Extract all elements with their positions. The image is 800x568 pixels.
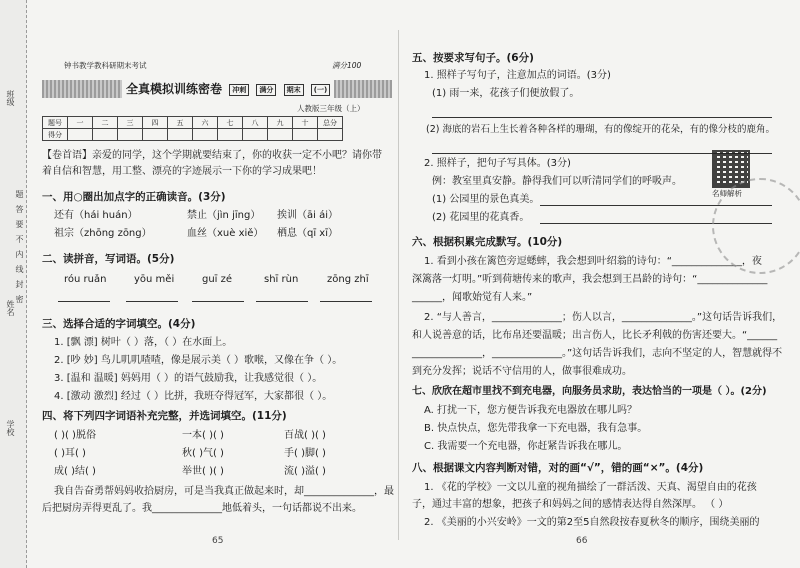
q7-option[interactable]: A. 打扰一下，您方便告诉我充电器放在哪儿吗？ <box>424 405 638 416</box>
score-cell: 总分 <box>318 117 343 129</box>
q6-line[interactable]: 2. “与人善言，______________；伤人以言，______________。”这句话告诉我们， <box>424 312 783 323</box>
score-table <box>42 116 343 141</box>
q2-answer-line[interactable] <box>192 300 244 302</box>
q6-line[interactable]: ______，闻歌始觉有人来。” <box>412 292 533 303</box>
q1-item[interactable]: 祖宗（zhōng zōng） <box>54 228 152 239</box>
binding-margin <box>0 0 27 568</box>
title-badge: 冲刺 <box>229 84 249 96</box>
q3-item[interactable]: 1. [飘 漂] 树叶（ ）落，（ ）在水面上。 <box>54 337 233 348</box>
score-input[interactable] <box>318 129 343 141</box>
series-label: 钟书教学教科研期末考试 <box>64 61 147 70</box>
q6-line[interactable]: 1. 看到小孩在篱笆旁逗蟋蟀，我会想到叶绍翁的诗句：“______________，夜 <box>424 256 762 267</box>
margin-tag: 题 <box>15 190 24 198</box>
q8-line: 2. 《美丽的小兴安岭》一文的第2至5自然段按春夏秋冬的顺序，围绕美丽的 <box>424 517 760 528</box>
score-input[interactable] <box>293 129 318 141</box>
title-badge: 期末 <box>284 84 304 96</box>
margin-tag: 不 <box>15 235 24 243</box>
score-input[interactable] <box>218 129 243 141</box>
q5-sub2: 2. 照样子，把句子写具体。(3分) <box>424 158 571 169</box>
margin-tag: 内 <box>15 250 24 258</box>
q1-item[interactable]: 禁止（jìn jīng） <box>187 210 261 221</box>
margin-tag: 封 <box>15 280 24 288</box>
q4-word[interactable]: 秋( )气( ) <box>182 448 224 459</box>
q5-title: 五、按要求写句子。(6分) <box>412 52 534 64</box>
q2-answer-line[interactable] <box>320 300 372 302</box>
q2-pinyin: shī rùn <box>264 274 299 285</box>
q2-pinyin: zōng zhī <box>327 274 369 285</box>
q5-item: (2) 花园里的花真香。 <box>432 212 530 223</box>
grade-label: 人教版三年级（上） <box>297 104 365 113</box>
score-cell: 一 <box>68 117 93 129</box>
q6-title: 六、根据积累完成默写。(10分) <box>412 236 563 248</box>
q2-pinyin: róu ruǎn <box>64 274 107 285</box>
q3-item[interactable]: 4. [激动 激烈] 经过（ ）比拼，我班夺得冠军，大家都很（ ）。 <box>54 391 333 402</box>
total-score-label: 满分100 <box>332 61 362 70</box>
q4-word[interactable]: 成( )结( ) <box>54 466 96 477</box>
exam-title <box>122 80 334 98</box>
q1-item[interactable]: 栖息（qī xī） <box>277 228 339 239</box>
score-input[interactable] <box>118 129 143 141</box>
page-number-right: 66 <box>576 536 588 546</box>
q8-title: 八、根据课文内容判断对错，对的画“√”，错的画“×”。(4分) <box>412 462 704 474</box>
margin-tag: 答 <box>15 205 24 213</box>
q7-option[interactable]: C. 我需要一个充电器，你赶紧告诉我在哪儿。 <box>424 441 628 452</box>
q3-item[interactable]: 3. [温和 温暖] 妈妈用（ ）的语气鼓励我，让我感觉很（ ）。 <box>54 373 323 384</box>
q4-word[interactable]: ( )( )脱俗 <box>54 430 96 441</box>
q4-word[interactable]: 流( )溢( ) <box>284 466 326 477</box>
q2-pinyin: yōu měi <box>134 274 175 285</box>
margin-tag: 要 <box>15 220 24 228</box>
score-cell: 七 <box>218 117 243 129</box>
q4-sentence[interactable]: 后把厨房弄得更乱了。我______________地低着头，一句话都说不出来。 <box>42 503 362 514</box>
score-input[interactable] <box>243 129 268 141</box>
margin-tag: 线 <box>15 265 24 273</box>
q4-word[interactable]: 手( )脚( ) <box>284 448 326 459</box>
q2-answer-line[interactable] <box>58 300 110 302</box>
q4-word[interactable]: 举世( )( ) <box>182 466 224 477</box>
score-cell: 九 <box>268 117 293 129</box>
unit-tag: (一) <box>311 84 330 96</box>
score-input[interactable] <box>68 129 93 141</box>
score-cell: 六 <box>193 117 218 129</box>
q6-line: 到充分发挥；说话不守信用的人，做事很难成功。 <box>412 366 632 377</box>
intro-line-1: 【卷首语】亲爱的同学，这个学期就要结束了，你的收获一定不小吧？请你带 <box>42 150 382 161</box>
score-input[interactable] <box>193 129 218 141</box>
score-input[interactable] <box>168 129 193 141</box>
score-cell: 四 <box>143 117 168 129</box>
q3-item[interactable]: 2. [吵 妙] 鸟儿叽叽喳喳，像是展示美（ ）歌喉，又像在争（ ）。 <box>54 355 343 366</box>
q1-title: 一、用○圈出加点字的正确读音。(3分) <box>42 191 226 203</box>
q3-title: 三、选择合适的字词填空。(4分) <box>42 318 196 330</box>
q4-word[interactable]: 一本( )( ) <box>182 430 224 441</box>
q5-example: 例：教室里真安静。静得我们可以听清同学们的呼吸声。 <box>432 176 682 187</box>
q5-example: (2) 海底的岩石上生长着各种各样的珊瑚，有的像绽开的花朵，有的像分枝的鹿角。 <box>426 124 775 135</box>
score-value-row <box>43 129 343 141</box>
q2-pinyin: guī zé <box>202 274 233 285</box>
score-input[interactable] <box>93 129 118 141</box>
q7-title: 七、欣欣在超市里找不到充电器，向服务员求助，表达恰当的一项是（ ）。(2分) <box>412 386 767 397</box>
q1-item[interactable]: 血丝（xuè xiě） <box>187 228 264 239</box>
q5-answer-line[interactable] <box>432 116 772 118</box>
score-cell: 五 <box>168 117 193 129</box>
q6-line[interactable]: 和人说善意的话，比布帛还要温暖；出言伤人，比长矛利戟的伤害还要大。“______ <box>412 330 778 341</box>
page-number-left: 65 <box>212 536 224 546</box>
faded-stamp <box>712 178 800 274</box>
qr-label: 名师解析 <box>712 189 742 198</box>
q2-answer-line[interactable] <box>126 300 178 302</box>
margin-name-label: 姓名 <box>6 300 15 316</box>
score-cell: 二 <box>93 117 118 129</box>
margin-school-label: 学校 <box>6 420 15 436</box>
q6-line[interactable]: ______________，______________。”这句话告诉我们，志向不坚定的人，智慧就得不 <box>412 348 783 359</box>
margin-tag: 密 <box>15 295 24 303</box>
q8-line: 1. 《花的学校》一文以儿童的视角描绘了一群活泼、天真、渴望自由的花孩 <box>424 482 757 493</box>
q6-line[interactable]: 深篱落一灯明。”听到荷塘传来的歌声，我会想到王昌龄的诗句：“______________ <box>412 274 768 285</box>
score-cell: 八 <box>243 117 268 129</box>
score-cell: 三 <box>118 117 143 129</box>
q5-example: (1) 雨一来，花孩子们便放假了。 <box>432 88 580 99</box>
q8-line[interactable]: 子，通过丰富的想象，把孩子和妈妈之间的感情表达得自然深厚。 （ ） <box>412 499 729 510</box>
q2-title: 二、读拼音，写词语。(5分) <box>42 253 175 265</box>
score-input[interactable] <box>143 129 168 141</box>
q7-option[interactable]: B. 快点快点，您先带我拿一下充电器，我有急事。 <box>424 423 648 434</box>
score-cell: 得分 <box>43 129 68 141</box>
score-header-row <box>43 117 343 129</box>
q1-item[interactable]: 挨训（āi ái） <box>277 210 338 221</box>
score-input[interactable] <box>268 129 293 141</box>
margin-class-label: 班级 <box>6 90 15 106</box>
q4-word[interactable]: ( )耳( ) <box>54 448 86 459</box>
q4-title: 四、将下列四字词语补充完整，并选词填空。(11分) <box>42 410 287 422</box>
q5-sub1: 1. 照样子写句子，注意加点的词语。(3分) <box>424 70 611 81</box>
title-badge: 满分 <box>256 84 276 96</box>
score-cell: 题号 <box>43 117 68 129</box>
q2-answer-line[interactable] <box>256 300 308 302</box>
score-cell: 十 <box>293 117 318 129</box>
q4-sentence[interactable]: 我自告奋勇帮妈妈收拾厨房，可是当我真正做起来时，却______________，最 <box>54 486 394 497</box>
page-spine <box>398 30 399 540</box>
q4-word[interactable]: 百战( )( ) <box>284 430 326 441</box>
q1-item[interactable]: 还有（hái huán） <box>54 210 138 221</box>
exam-title-text: 全真模拟训练密卷 <box>126 82 223 96</box>
intro-line-2: 着自信和智慧，用工整、漂亮的字迹展示一下你的学习成果吧！ <box>42 166 322 177</box>
q5-item: (1) 公园里的景色真美。 <box>432 194 540 205</box>
